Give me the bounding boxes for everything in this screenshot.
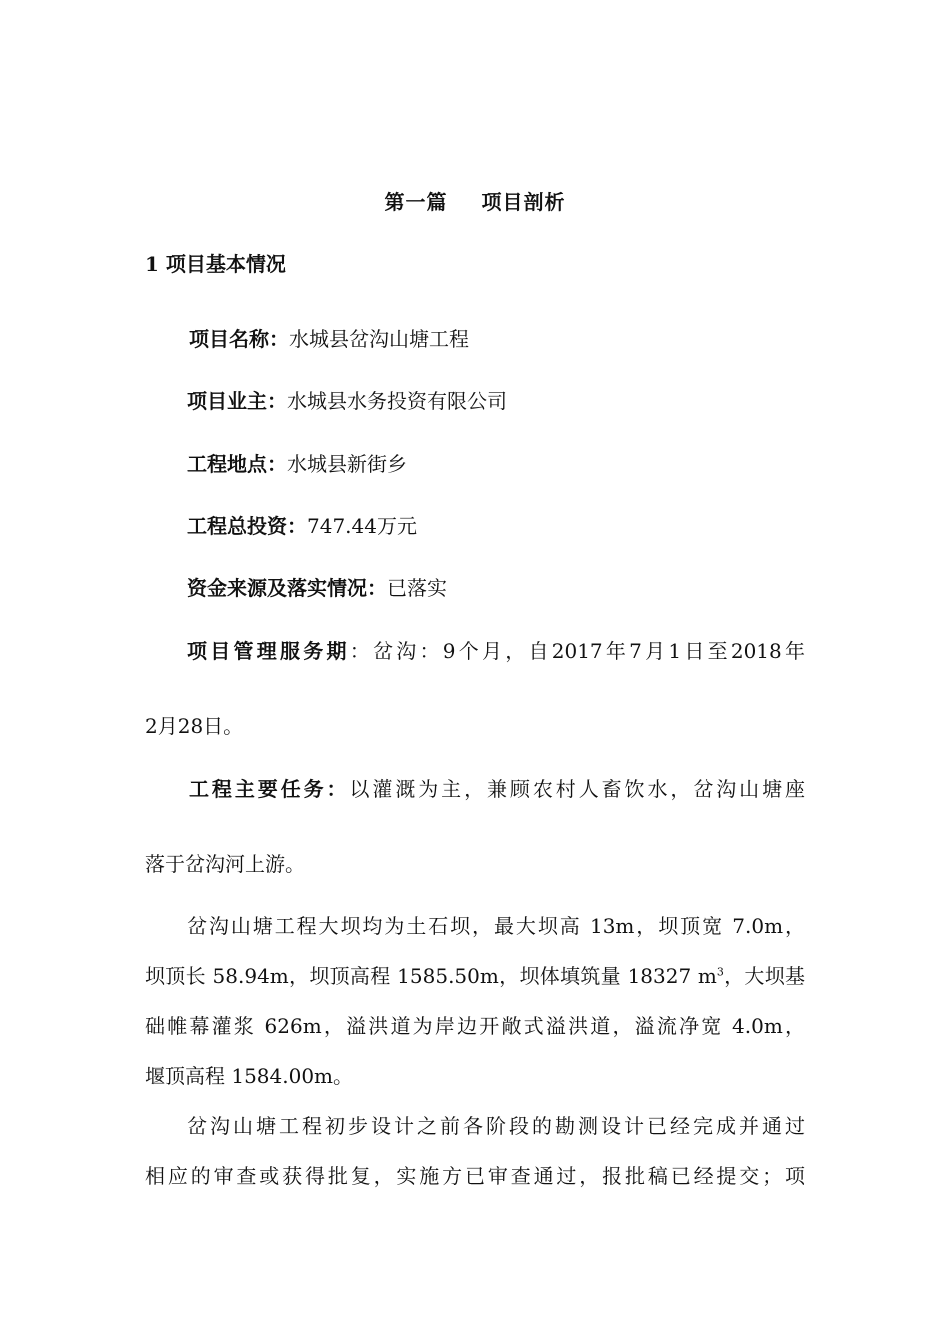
funding-row <box>187 574 447 602</box>
project-name-row <box>189 325 469 353</box>
project-location-label: 工程地点： <box>187 452 287 476</box>
main-task-value: 以灌溉为主，兼顾农村人畜饮水，岔沟山塘座 <box>349 777 806 801</box>
project-name-label: 项目名称： <box>189 327 289 351</box>
project-name-value: 水城县岔沟山塘工程 <box>289 327 469 351</box>
main-task-continuation: 落于岔沟河上游。 <box>145 852 305 876</box>
project-investment-value: 747.44万元 <box>307 514 417 538</box>
funding-label: 资金来源及落实情况： <box>187 576 387 600</box>
paragraph-1-line-4: 堰顶高程 1584.00m。 <box>145 1064 354 1088</box>
service-period-label: 项目管理服务期 <box>187 639 350 663</box>
project-owner-value: 水城县水务投资有限公司 <box>287 389 507 413</box>
main-task-label: 工程主要任务： <box>189 777 350 801</box>
cubic-superscript: 3 <box>716 965 724 979</box>
project-owner-label: 项目业主： <box>187 389 287 413</box>
main-task-row <box>189 775 805 803</box>
paragraph-1-line-3: 础帷幕灌浆 626m，溢洪道为岸边开敞式溢洪道，溢流净宽 4.0m， <box>145 1014 805 1038</box>
service-period-value: ：岔沟：9个月，自2017年7月1日至2018年 <box>349 639 805 663</box>
project-owner-row <box>187 387 507 415</box>
project-investment-label: 工程总投资： <box>187 514 307 538</box>
paragraph-1-line-2-text: 坝顶长 58.94m，坝顶高程 1585.50m，坝体填筑量 18327 m <box>145 964 717 988</box>
funding-value: 已落实 <box>387 576 447 600</box>
paragraph-1-line-1: 岔沟山塘工程大坝均为土石坝，最大坝高 13m，坝顶宽 7.0m， <box>187 914 805 938</box>
chapter-name: 项目剖析 <box>481 190 566 214</box>
chapter-title <box>0 186 950 215</box>
paragraph-2-line-2: 相应的审查或获得批复，实施方已审查通过，报批稿已经提交；项 <box>145 1164 805 1188</box>
project-location-row <box>187 450 407 478</box>
paragraph-1-line-2 <box>145 962 805 990</box>
project-investment-row <box>187 512 417 540</box>
section-heading: 1 项目基本情况 <box>145 252 286 276</box>
service-period-continuation: 2月28日。 <box>145 714 244 738</box>
project-location-value: 水城县新街乡 <box>287 452 407 476</box>
service-period-row <box>187 637 805 665</box>
chapter-number: 第一篇 <box>384 190 448 214</box>
paragraph-2-line-1: 岔沟山塘工程初步设计之前各阶段的勘测设计已经完成并通过 <box>187 1114 805 1138</box>
paragraph-1-line-2-tail: ，大坝基 <box>723 964 805 988</box>
